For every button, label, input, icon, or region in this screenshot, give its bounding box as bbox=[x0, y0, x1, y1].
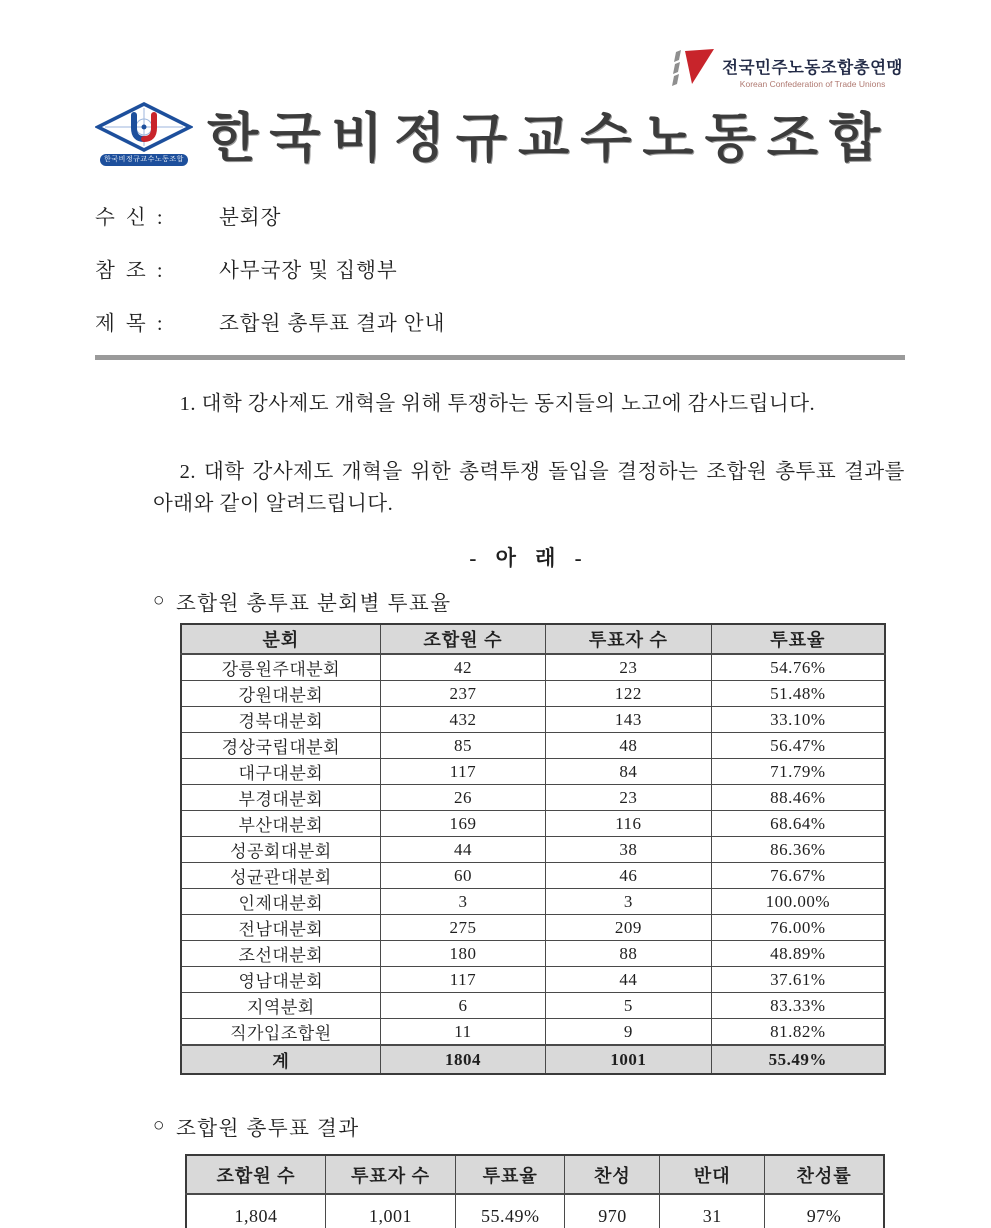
table-cell: 180 bbox=[380, 941, 545, 967]
letter-body bbox=[153, 388, 905, 616]
table-cell: 237 bbox=[380, 681, 545, 707]
table-cell: 영남대분회 bbox=[181, 967, 380, 993]
table-cell: 23 bbox=[546, 785, 711, 811]
table-cell: 100.00% bbox=[711, 889, 885, 915]
field-label-cc: 참 조 : bbox=[95, 260, 166, 282]
table-cell: 60 bbox=[380, 863, 545, 889]
table-cell: 42 bbox=[380, 654, 545, 681]
table-row bbox=[181, 967, 885, 993]
table-cell: 3 bbox=[380, 889, 545, 915]
vote-result-table bbox=[185, 1154, 885, 1228]
table-cell: 찬성 bbox=[565, 1155, 660, 1194]
table-cell: 88.46% bbox=[711, 785, 885, 811]
table-cell: 48.89% bbox=[711, 941, 885, 967]
table-cell: 반대 bbox=[660, 1155, 765, 1194]
paragraph-1: 1. 대학 강사제도 개혁을 위해 투쟁하는 동지들의 노고에 감사드립니다. bbox=[179, 393, 816, 415]
table-cell: 85 bbox=[380, 733, 545, 759]
table-cell: 부경대분회 bbox=[181, 785, 380, 811]
table-row bbox=[181, 759, 885, 785]
section1-title: 조합원 총투표 분회별 투표율 bbox=[175, 593, 452, 615]
table-cell: 33.10% bbox=[711, 707, 885, 733]
table-cell: 68.64% bbox=[711, 811, 885, 837]
union-emblem bbox=[95, 102, 193, 166]
table-row bbox=[181, 915, 885, 941]
table-cell: 조합원 수 bbox=[186, 1155, 326, 1194]
table-cell: 성균관대분회 bbox=[181, 863, 380, 889]
table-cell: 76.67% bbox=[711, 863, 885, 889]
table-cell: 강릉원주대분회 bbox=[181, 654, 380, 681]
table-cell: 46 bbox=[546, 863, 711, 889]
table-cell: 83.33% bbox=[711, 993, 885, 1019]
field-row-subject bbox=[95, 306, 905, 336]
table-cell: 강원대분회 bbox=[181, 681, 380, 707]
field-label-to: 수 신 : bbox=[95, 207, 166, 229]
table-cell: 경북대분회 bbox=[181, 707, 380, 733]
field-value-subject: 조합원 총투표 결과 안내 bbox=[219, 313, 446, 335]
kctu-subtitle: Korean Confederation of Trade Unions bbox=[739, 79, 886, 89]
table-row bbox=[181, 837, 885, 863]
table-row bbox=[181, 681, 885, 707]
section-heading-turnout bbox=[153, 586, 905, 616]
table-row bbox=[181, 1019, 885, 1046]
section-heading-result bbox=[153, 1111, 905, 1141]
table-cell: 116 bbox=[546, 811, 711, 837]
circle-bullet-icon: ○ bbox=[153, 590, 166, 611]
table-cell: 44 bbox=[546, 967, 711, 993]
table-cell: 970 bbox=[565, 1194, 660, 1228]
table-header-row bbox=[181, 624, 885, 654]
section2-title: 조합원 총투표 결과 bbox=[175, 1118, 360, 1140]
circle-bullet-icon: ○ bbox=[153, 1115, 166, 1136]
field-label-subject: 제 목 : bbox=[95, 313, 166, 335]
field-value-cc: 사무국장 및 집행부 bbox=[219, 260, 398, 282]
below-divider-label: - 아 래 - bbox=[469, 546, 589, 570]
union-brand-row bbox=[95, 96, 891, 172]
recipient-fields bbox=[95, 200, 905, 336]
table-cell: 38 bbox=[546, 837, 711, 863]
table-cell: 31 bbox=[660, 1194, 765, 1228]
table-cell: 조합원 수 bbox=[380, 624, 545, 654]
table-row bbox=[181, 654, 885, 681]
table-cell: 투표율 bbox=[455, 1155, 565, 1194]
table-cell: 투표자 수 bbox=[326, 1155, 456, 1194]
table-cell: 55.49% bbox=[455, 1194, 565, 1228]
table-row bbox=[181, 889, 885, 915]
field-row-cc bbox=[95, 253, 905, 283]
kctu-logo-text bbox=[722, 54, 903, 89]
table-cell: 97% bbox=[765, 1194, 884, 1228]
table-cell: 143 bbox=[546, 707, 711, 733]
field-value-to: 분회장 bbox=[219, 207, 282, 229]
document-header bbox=[95, 46, 905, 174]
table-row bbox=[181, 811, 885, 837]
table-cell: 37.61% bbox=[711, 967, 885, 993]
org-title: 한국비정규교수노동조합 bbox=[207, 109, 892, 168]
table-cell: 84 bbox=[546, 759, 711, 785]
table-cell: 44 bbox=[380, 837, 545, 863]
table-cell: 1804 bbox=[380, 1045, 545, 1074]
table-header-row bbox=[186, 1155, 884, 1194]
table-cell: 209 bbox=[546, 915, 711, 941]
table-cell: 대구대분회 bbox=[181, 759, 380, 785]
table-cell: 6 bbox=[380, 993, 545, 1019]
table-cell: 5 bbox=[546, 993, 711, 1019]
paragraph-2: 2. 대학 강사제도 개혁을 위한 총력투쟁 돌입을 결정하는 조합원 총투표 결과를 아래와 같이 알려드립니다. bbox=[153, 461, 905, 515]
table-cell: 경상국립대분회 bbox=[181, 733, 380, 759]
table-cell: 찬성률 bbox=[765, 1155, 884, 1194]
table-row bbox=[181, 863, 885, 889]
table-cell: 81.82% bbox=[711, 1019, 885, 1046]
union-emblem-caption: 한국비정규교수노동조합 bbox=[100, 154, 188, 166]
table-cell: 계 bbox=[181, 1045, 380, 1074]
table-cell: 1,804 bbox=[186, 1194, 326, 1228]
kctu-name: 전국민주노동조합총연맹 bbox=[722, 59, 903, 77]
table-cell: 86.36% bbox=[711, 837, 885, 863]
union-emblem-icon bbox=[95, 102, 193, 152]
letter-body-2 bbox=[153, 1111, 905, 1141]
table-cell: 76.00% bbox=[711, 915, 885, 941]
table-cell: 71.79% bbox=[711, 759, 885, 785]
table-cell: 1,001 bbox=[326, 1194, 456, 1228]
table-row bbox=[181, 733, 885, 759]
table-cell: 인제대분회 bbox=[181, 889, 380, 915]
table-row bbox=[181, 993, 885, 1019]
table-cell: 조선대분회 bbox=[181, 941, 380, 967]
table-cell: 3 bbox=[546, 889, 711, 915]
kctu-logo-icon bbox=[672, 48, 716, 90]
table-cell: 51.48% bbox=[711, 681, 885, 707]
table-cell: 169 bbox=[380, 811, 545, 837]
table-cell: 분회 bbox=[181, 624, 380, 654]
table-cell: 432 bbox=[380, 707, 545, 733]
table-cell: 1001 bbox=[546, 1045, 711, 1074]
table-row bbox=[186, 1194, 884, 1228]
table-cell: 88 bbox=[546, 941, 711, 967]
table-cell: 투표자 수 bbox=[546, 624, 711, 654]
table-cell: 11 bbox=[380, 1019, 545, 1046]
kctu-logo-block bbox=[672, 48, 903, 90]
table-row bbox=[181, 785, 885, 811]
table-cell: 54.76% bbox=[711, 654, 885, 681]
table-cell: 55.49% bbox=[711, 1045, 885, 1074]
table-row bbox=[181, 707, 885, 733]
table-cell: 26 bbox=[380, 785, 545, 811]
table-cell: 전남대분회 bbox=[181, 915, 380, 941]
table-cell: 직가입조합원 bbox=[181, 1019, 380, 1046]
field-row-to bbox=[95, 200, 905, 230]
table-cell: 117 bbox=[380, 759, 545, 785]
table-cell: 275 bbox=[380, 915, 545, 941]
branch-turnout-table bbox=[180, 623, 886, 1075]
table-cell: 122 bbox=[546, 681, 711, 707]
table-cell: 부산대분회 bbox=[181, 811, 380, 837]
table-cell: 23 bbox=[546, 654, 711, 681]
table-cell: 56.47% bbox=[711, 733, 885, 759]
table-cell: 48 bbox=[546, 733, 711, 759]
table-cell: 9 bbox=[546, 1019, 711, 1046]
table-cell: 117 bbox=[380, 967, 545, 993]
table-cell: 성공회대분회 bbox=[181, 837, 380, 863]
header-divider-rule bbox=[95, 355, 905, 360]
table-total-row bbox=[181, 1045, 885, 1074]
table-cell: 지역분회 bbox=[181, 993, 380, 1019]
table-cell: 투표율 bbox=[711, 624, 885, 654]
table-row bbox=[181, 941, 885, 967]
